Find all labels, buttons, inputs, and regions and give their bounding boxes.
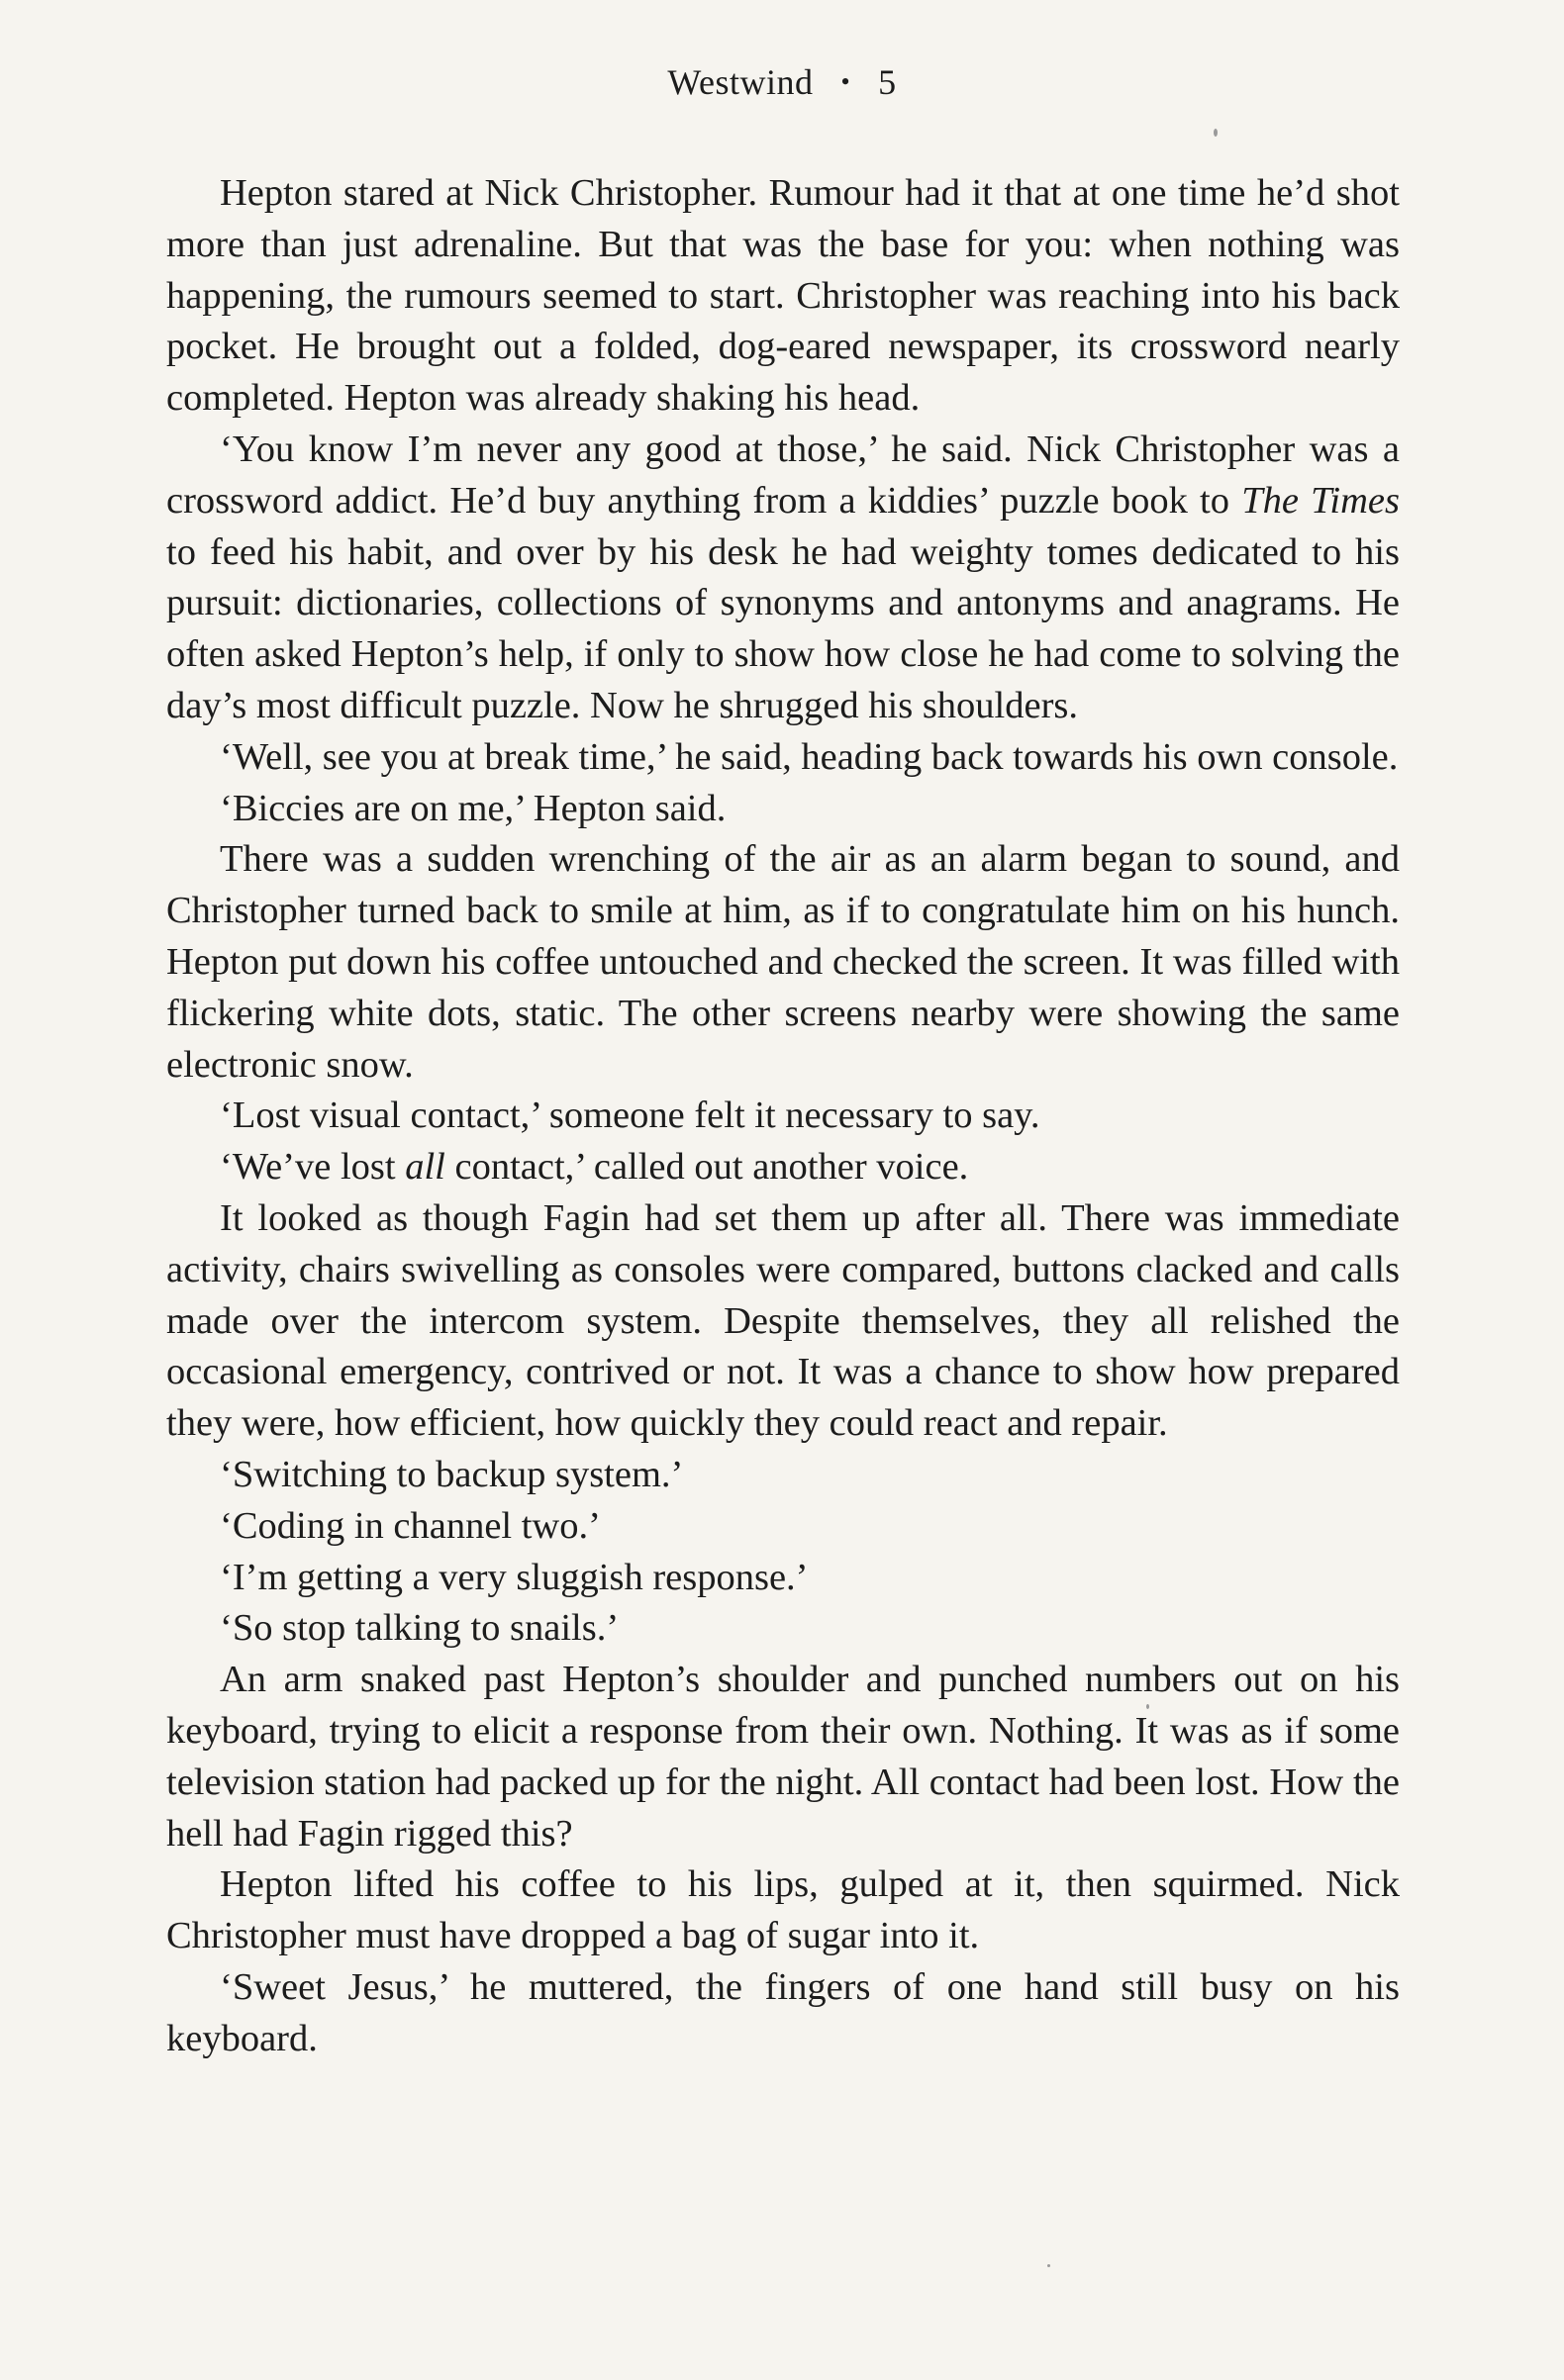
text-run: ‘Lost visual contact,’ someone felt it necessary to say. [220, 1095, 1040, 1137]
text-run: ‘Switching to backup system.’ [220, 1453, 684, 1495]
paragraph [166, 1553, 1400, 1604]
text-run: ‘Sweet Jesus,’ he muttered, the fingers of one hand still busy on his keyboard. [166, 1965, 1400, 2059]
scan-speck [1146, 1704, 1149, 1709]
text-run: ‘Well, see you at break time,’ he said, heading back towards his own console. [220, 735, 1399, 778]
page-number: 5 [878, 62, 897, 102]
text-run: ‘You know I’m never any good at those,’ he said. Nick Christopher was a crossword addict. He’d buy anything from a kiddies’ puzzle book to [166, 428, 1400, 522]
paragraph [166, 784, 1400, 835]
paragraph [166, 168, 1400, 425]
scan-speck [1214, 129, 1218, 137]
italic-text: all [405, 1146, 445, 1189]
body-text [166, 168, 1400, 2064]
paragraph [166, 1962, 1400, 2065]
paragraph [166, 425, 1400, 732]
text-run: contact,’ called out another voice. [444, 1146, 969, 1189]
paragraph [166, 1501, 1400, 1553]
paragraph [166, 1450, 1400, 1501]
italic-text: The Times [1241, 479, 1401, 522]
text-run: Hepton stared at Nick Christopher. Rumour had it that at one time he’d shot more than just adrenaline. But that was the base for you: when nothing was happening, the rumours seemed to start. Christopher was reaching into his back pocket. He brought out a folded, dog-eared newspaper, its crossword nearly completed. Hepton was already shaking his head. [166, 172, 1400, 420]
text-run: An arm snaked past Hepton’s shoulder and punched numbers out on his keyboard, trying to elicit a response from their own. Nothing. It was as if some television station had packed up for the night. All contact had been lost. How the hell had Fagin rigged this? [166, 1659, 1400, 1855]
paragraph [166, 1603, 1400, 1655]
book-title: Westwind [667, 62, 814, 102]
paragraph [166, 834, 1400, 1091]
text-run: ‘We’ve lost [220, 1146, 406, 1189]
text-run: ‘Biccies are on me,’ Hepton said. [220, 787, 727, 829]
text-run: It looked as though Fagin had set them up after all. There was immediate activity, chairs swivelling as consoles were compared, buttons clacked and calls made over the intercom system. Despite themselves, they all relished the occasional emergency, contrived or not. It was a chance to show how prepared they were, how efficient, how quickly they could react and repair. [166, 1196, 1400, 1445]
scan-speck [1047, 2264, 1050, 2267]
paragraph [166, 1655, 1400, 1859]
header-separator: • [840, 67, 851, 96]
running-head [0, 61, 1564, 103]
paragraph [166, 1859, 1400, 1962]
text-run: There was a sudden wrenching of the air as an alarm began to sound, and Christopher turned back to smile at him, as if to congratulate him on his hunch. Hepton put down his coffee untouched and checked the screen. It was filled with flickering white dots, static. The other screens nearby were showing the same electronic snow. [166, 838, 1400, 1086]
text-run: ‘Coding in channel two.’ [220, 1504, 601, 1547]
paragraph [166, 1193, 1400, 1450]
text-run: Hepton lifted his coffee to his lips, gulped at it, then squirmed. Nick Christopher must have dropped a bag of sugar into it. [166, 1863, 1400, 1957]
text-run: ‘So stop talking to snails.’ [220, 1607, 620, 1650]
paragraph [166, 1091, 1400, 1142]
text-run: ‘I’m getting a very sluggish response.’ [220, 1556, 809, 1598]
paragraph [166, 1142, 1400, 1193]
paragraph [166, 732, 1400, 784]
text-run: to feed his habit, and over by his desk he had weighty tomes dedicated to his pursuit: dictionaries, collections of synonyms and antonyms and anagrams. He often asked Hepton’s help, if only to show how close he had come to solving the day’s most difficult puzzle. Now he shrugged his shoulders. [166, 530, 1400, 726]
